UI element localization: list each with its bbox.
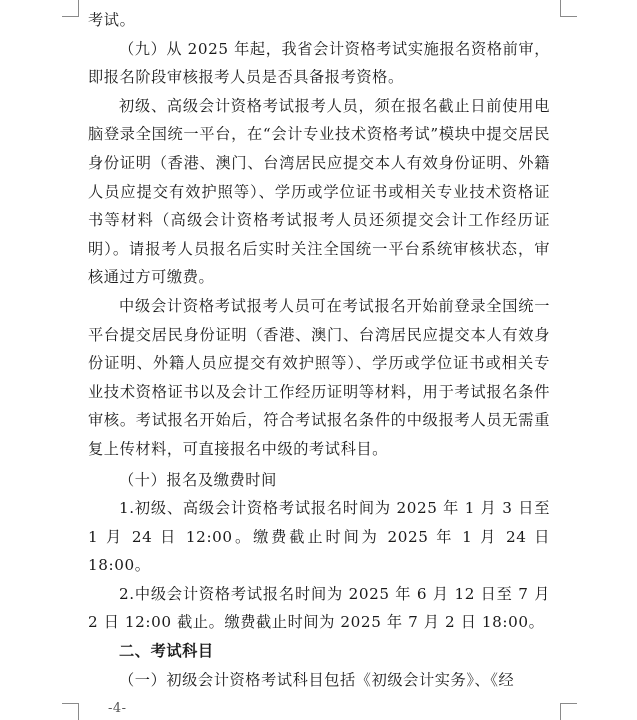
section-heading-exam-subjects: 二、考试科目 [119,642,214,661]
paragraph-intermediate: 中级会计资格考试报考人员可在考试报名开始前登录全国统一平台提交居民身份证明（香港、澳门、台湾居民应提交本人有效身份证明、外籍人员应提交有效护照等）、学历或学位证书或相关专业技术资格证书以及会计工作经历证明等材料，用于考试报名条件审核。考试报名开始后，符合考试报名条件的中级报考人员无需重复上传材料，可直接报名中级的考试科目。 [88,296,550,458]
crop-mark-bottom-right [560,703,577,720]
crop-mark-bottom-left [62,703,79,720]
paragraph-subjects-1: （一）初级会计资格考试科目包括《初级会计实务》、《经 [119,670,515,689]
paragraph-junior-senior: 初级、高级会计资格考试报考人员，须在报名截止日前使用电脑登录全国统一平台，在“会计专业技术资格考试”模块中提交居民身份证明（香港、澳门、台湾居民应提交本人有效身份证明、外籍人员应提交有效护照等）、学历或学位证书或相关专业技术资格证书等材料（高级会计资格考试报考人员还须提交会计工作经历证明）。请报考人员报名后实时关注全国统一平台系统审核状态，审核通过方可缴费。 [88,96,550,287]
crop-mark-top-right [560,0,577,17]
crop-mark-top-left [62,0,79,17]
paragraph-time-1: 1.初级、高级会计资格考试报名时间为 2025 年 1 月 3 日至 1 月 24 日 12:00。缴费截止时间为 2025 年 1 月 24 日 18:00。 [88,499,550,575]
page-number: -4- [108,701,127,716]
body-text [88,6,550,694]
paragraph-time-2: 2.中级会计资格考试报名时间为 2025 年 6 月 12 日至 7 月 2 日 12:00 截止。缴费截止时间为 2025 年 7 月 2 日 18:00。 [88,584,550,632]
paragraph-item-10-heading: （十）报名及缴费时间 [119,470,277,489]
paragraph-continuation: 考试。 [88,11,136,29]
paragraph-item-9: （九）从 2025 年起，我省会计资格考试实施报名资格前审，即报名阶段审核报考人员是否具备报考资格。 [88,39,550,87]
